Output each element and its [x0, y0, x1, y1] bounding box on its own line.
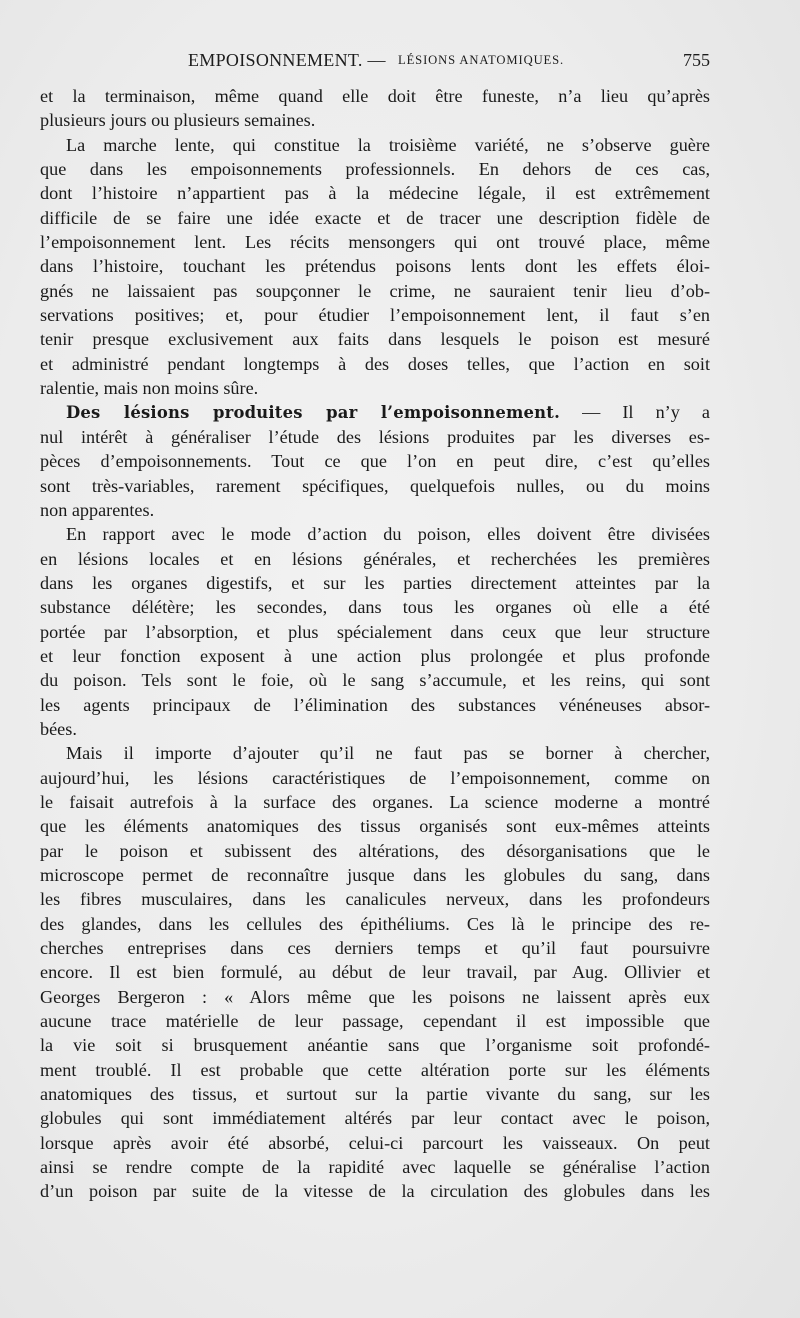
- text-line: que les éléments anatomiques des tissus organisés sont eux-mêmes atteints: [40, 816, 710, 837]
- text-line: l’empoisonnement lent. Les récits mensongers qui ont trouvé place, même: [40, 232, 710, 253]
- header-section-title: LÉSIONS ANATOMIQUES.: [398, 53, 565, 67]
- text-line: dans l’histoire, touchant les prétendus poisons lents dont les effets éloi-: [40, 256, 710, 277]
- text-line: plusieurs jours ou plusieurs semaines.: [40, 110, 316, 131]
- text-line: portée par l’absorption, et plus spécialement dans ceux que leur structure: [40, 621, 710, 642]
- page-number: 755: [683, 50, 710, 70]
- text-line: encore. Il est bien formulé, au début de leur travail, par Aug. Ollivier et: [40, 962, 710, 983]
- text-line: ralentie, mais non moins sûre.: [40, 378, 259, 399]
- text-line: Georges Bergeron : « Alors même que les poisons ne laissent après eux: [40, 986, 710, 1007]
- text-line: bées.: [40, 718, 77, 739]
- text-line: servations positives; et, pour étudier l’empoisonnement lent, il faut s’en: [40, 305, 710, 326]
- text-line: non apparentes.: [40, 499, 155, 520]
- text-line: d’un poison par suite de la vitesse de la circulation des globules dans les: [40, 1181, 710, 1202]
- text-line: par le poison et subissent des altérations, des désorganisations que le: [40, 840, 710, 861]
- body-text: [40, 84, 710, 1204]
- text-line: et la terminaison, même quand elle doit être funeste, n’a lieu qu’après: [40, 86, 710, 106]
- text-line: et leur fonction exposent à une action plus prolongée et plus profonde: [40, 645, 710, 666]
- text-line: La marche lente, qui constitue la troisième variété, ne s’observe guère: [66, 134, 710, 155]
- text-line: globules qui sont immédiatement altérés par leur contact avec le poison,: [40, 1108, 710, 1129]
- section-heading: Des lésions produites par l’empoisonnement.: [66, 403, 560, 423]
- text-line: et administré pendant longtemps à des doses telles, que l’action en soit: [40, 353, 710, 374]
- text-line: que dans les empoisonnements professionnels. En dehors de ces cas,: [40, 159, 710, 180]
- text-line: aucune trace matérielle de leur passage, cependant il est impossible que: [40, 1011, 710, 1032]
- text-line: pèces d’empoisonnements. Tout ce que l’on en peut dire, c’est qu’elles: [40, 451, 710, 472]
- text-line: microscope permet de reconnaître jusque dans les globules du sang, dans: [40, 865, 710, 885]
- text-line: substance délétère; les secondes, dans tous les organes où elle a été: [40, 597, 710, 618]
- text-line: ment troublé. Il est probable que cette altération porte sur les éléments: [40, 1059, 710, 1080]
- text-line: dans les organes digestifs, et sur les parties directement atteintes par la: [40, 572, 710, 593]
- text-line: gnés ne laissaient pas soupçonner le crime, ne sauraient tenir lieu d’ob-: [40, 280, 710, 301]
- text-line: aujourd’hui, les lésions caractéristiques de l’empoisonnement, comme on: [40, 767, 710, 788]
- text-line: cherches entreprises dans ces derniers temps et qu’il faut poursuivre: [40, 938, 710, 959]
- text-line: le faisait autrefois à la surface des organes. La science moderne a montré: [40, 791, 710, 812]
- text-line: en lésions locales et en lésions générales, et recherchées les premières: [40, 548, 710, 569]
- text-line: ainsi se rendre compte de la rapidité avec laquelle se généralise l’action: [40, 1157, 710, 1178]
- text-line: Mais il importe d’ajouter qu’il ne faut pas se borner à chercher,: [66, 743, 710, 764]
- text-line: En rapport avec le mode d’action du poison, elles doivent être divisées: [66, 524, 710, 545]
- section-heading-line: [40, 400, 710, 424]
- text-line: la vie soit si brusquement anéantie sans que l’organisme soit profondé-: [40, 1035, 710, 1056]
- header-title: EMPOISONNEMENT. —: [188, 50, 386, 70]
- text-line: lorsque après avoir été absorbé, celui-ci parcourt les vaisseaux. On peut: [40, 1132, 710, 1153]
- text-line: les fibres musculaires, dans les canalicules nerveux, dans les profondeurs: [40, 889, 710, 910]
- text-line: nul intérêt à généraliser l’étude des lésions produites par les diverses es-: [40, 426, 710, 447]
- text-line: dont l’histoire n’appartient pas à la médecine légale, il est extrêmement: [40, 183, 710, 204]
- text-line: les agents principaux de l’élimination des substances vénéneuses absor-: [40, 694, 710, 715]
- text-line: difficile de se faire une idée exacte et de tracer une description fidèle de: [40, 207, 710, 228]
- running-header: [36, 50, 710, 76]
- text-line: anatomiques des tissus, et surtout sur la partie vivante du sang, sur les: [40, 1084, 710, 1105]
- text-line: sont très-variables, rarement spécifiques, quelquefois nulles, ou du moins: [40, 475, 710, 496]
- text-fragment: — Il n’y a: [582, 402, 710, 423]
- text-line: des glandes, dans les cellules des épithéliums. Ces là le principe des re-: [40, 913, 710, 934]
- text-line: du poison. Tels sont le foie, où le sang s’accumule, et les reins, qui sont: [40, 670, 710, 691]
- text-line: tenir presque exclusivement aux faits dans lesquels le poison est mesuré: [40, 329, 710, 350]
